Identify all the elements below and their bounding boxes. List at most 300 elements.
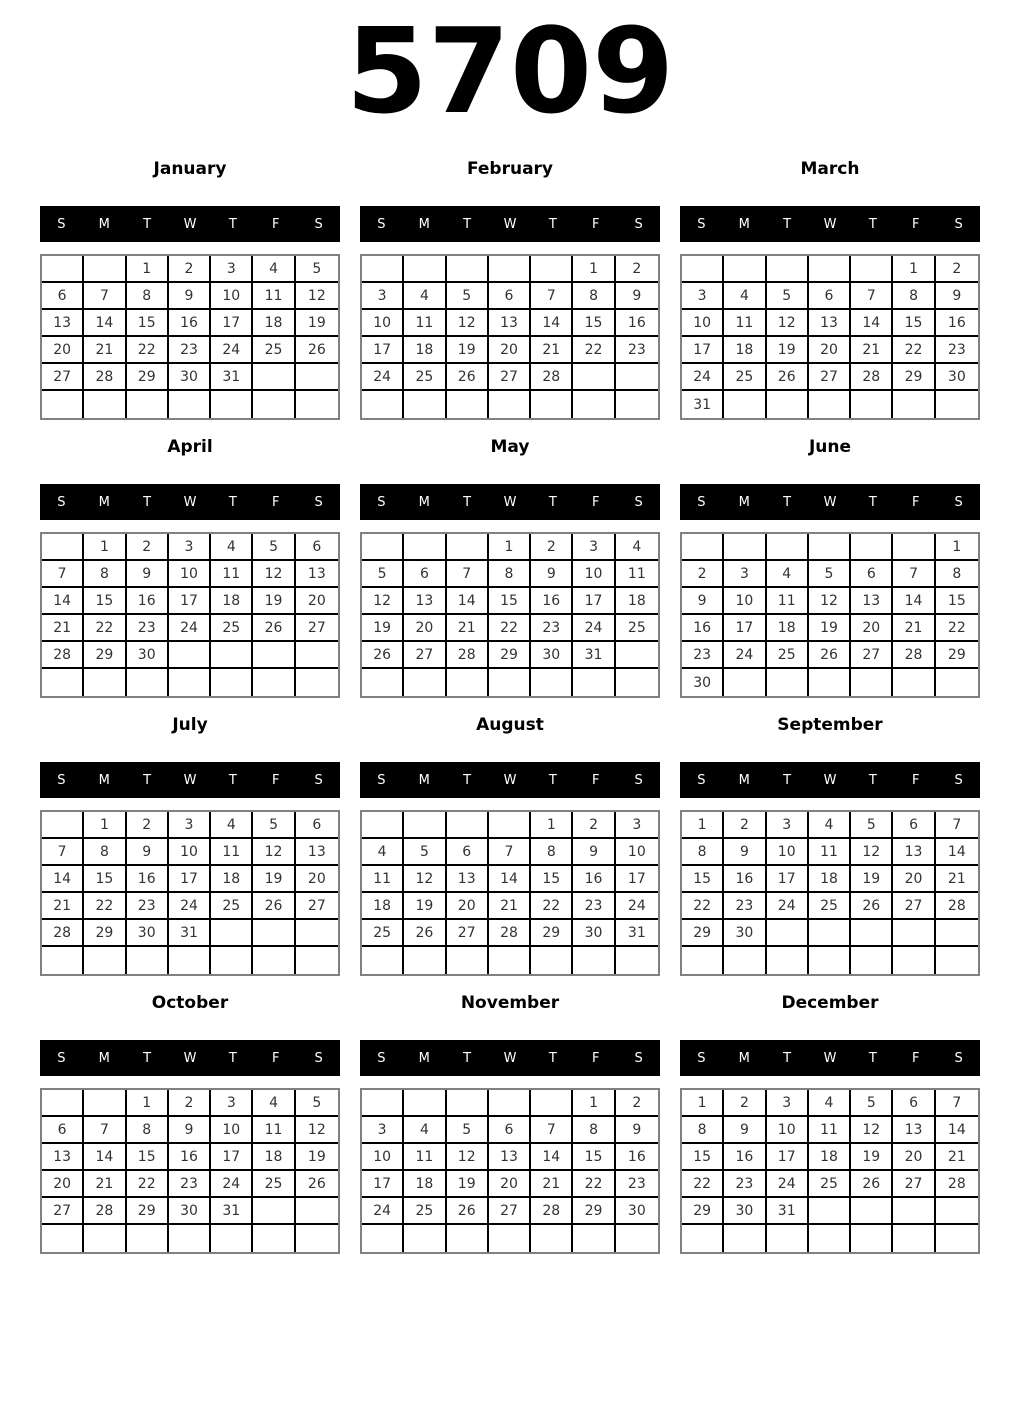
day-cell: 10 [616, 839, 658, 866]
empty-day-cell [936, 920, 978, 947]
day-cell: 27 [42, 364, 84, 391]
day-cell: 21 [42, 615, 84, 642]
day-cell: 24 [169, 615, 211, 642]
day-cell: 5 [253, 534, 295, 561]
empty-day-cell [447, 669, 489, 696]
day-cell: 1 [531, 812, 573, 839]
day-cell: 6 [42, 1117, 84, 1144]
weekday-label: T [548, 1050, 557, 1066]
day-cell: 27 [404, 642, 446, 669]
day-cell: 24 [169, 893, 211, 920]
weekday-label: F [911, 494, 920, 510]
day-cell: 5 [809, 561, 851, 588]
day-cell: 31 [211, 364, 253, 391]
day-cell: 15 [127, 1144, 169, 1171]
day-cell: 12 [851, 1117, 893, 1144]
day-cell: 4 [809, 1090, 851, 1117]
weekday-label: F [591, 216, 600, 232]
weekday-label: S [634, 1050, 643, 1066]
day-cell: 19 [447, 337, 489, 364]
day-cell: 17 [767, 866, 809, 893]
day-cell: 6 [447, 839, 489, 866]
day-cell: 2 [936, 256, 978, 283]
day-cell: 8 [84, 839, 126, 866]
weekday-label: W [183, 1050, 197, 1066]
day-cell: 13 [489, 310, 531, 337]
day-cell: 12 [253, 561, 295, 588]
weekday-label: S [954, 216, 963, 232]
day-cell: 19 [767, 337, 809, 364]
empty-day-cell [851, 920, 893, 947]
empty-day-cell [809, 920, 851, 947]
day-cell: 20 [893, 866, 935, 893]
day-cell: 1 [573, 1090, 615, 1117]
day-cell: 7 [42, 561, 84, 588]
day-cell: 25 [809, 893, 851, 920]
empty-day-cell [84, 1090, 126, 1117]
day-cell: 5 [296, 256, 338, 283]
day-cell: 5 [404, 839, 446, 866]
weekday-label: F [911, 1050, 920, 1066]
day-cell: 10 [767, 1117, 809, 1144]
empty-day-cell [211, 391, 253, 418]
day-cell: 11 [253, 1117, 295, 1144]
weekday-label: S [314, 216, 323, 232]
weekday-label: M [738, 1050, 750, 1066]
day-cell: 27 [42, 1198, 84, 1225]
day-cell: 14 [42, 866, 84, 893]
day-cell: 17 [362, 1171, 404, 1198]
weekday-label: T [228, 772, 237, 788]
day-cell: 24 [362, 1198, 404, 1225]
day-cell: 24 [724, 642, 766, 669]
day-cell: 24 [682, 364, 724, 391]
empty-day-cell [936, 947, 978, 974]
day-cell: 26 [851, 893, 893, 920]
weekday-label: W [823, 772, 837, 788]
day-cell: 23 [127, 615, 169, 642]
day-cell: 11 [211, 839, 253, 866]
empty-day-cell [127, 669, 169, 696]
day-cell: 12 [447, 310, 489, 337]
date-grid [360, 254, 660, 420]
day-cell: 8 [936, 561, 978, 588]
day-cell: 17 [169, 588, 211, 615]
empty-day-cell [809, 1198, 851, 1225]
day-cell: 20 [296, 866, 338, 893]
day-cell: 25 [724, 364, 766, 391]
empty-day-cell [404, 1225, 446, 1252]
day-cell: 13 [404, 588, 446, 615]
empty-day-cell [851, 1225, 893, 1252]
empty-day-cell [851, 534, 893, 561]
day-cell: 29 [573, 1198, 615, 1225]
weekday-label: S [377, 216, 386, 232]
day-cell: 21 [84, 1171, 126, 1198]
day-cell: 26 [809, 642, 851, 669]
month-title: April [167, 437, 213, 457]
day-cell: 1 [893, 256, 935, 283]
day-cell: 16 [169, 310, 211, 337]
empty-day-cell [42, 1225, 84, 1252]
day-cell: 28 [531, 1198, 573, 1225]
day-cell: 18 [404, 337, 446, 364]
empty-day-cell [531, 256, 573, 283]
empty-day-cell [127, 1225, 169, 1252]
day-cell: 30 [127, 920, 169, 947]
empty-day-cell [573, 391, 615, 418]
day-cell: 17 [682, 337, 724, 364]
empty-day-cell [767, 1225, 809, 1252]
empty-day-cell [724, 256, 766, 283]
empty-day-cell [616, 1225, 658, 1252]
day-cell: 5 [447, 283, 489, 310]
empty-day-cell [42, 947, 84, 974]
day-cell: 9 [936, 283, 978, 310]
empty-day-cell [573, 364, 615, 391]
empty-day-cell [253, 642, 295, 669]
empty-day-cell [489, 812, 531, 839]
day-cell: 10 [211, 283, 253, 310]
day-cell: 14 [489, 866, 531, 893]
day-cell: 9 [531, 561, 573, 588]
weekday-label: W [503, 494, 517, 510]
month-block [40, 992, 340, 1254]
day-cell: 30 [169, 1198, 211, 1225]
month-block [40, 714, 340, 976]
day-cell: 16 [682, 615, 724, 642]
day-cell: 15 [573, 1144, 615, 1171]
day-cell: 17 [573, 588, 615, 615]
day-cell: 12 [447, 1144, 489, 1171]
day-cell: 23 [127, 893, 169, 920]
empty-day-cell [169, 391, 211, 418]
day-cell: 23 [169, 337, 211, 364]
day-cell: 30 [724, 920, 766, 947]
day-cell: 22 [936, 615, 978, 642]
day-cell: 23 [936, 337, 978, 364]
weekday-label: M [98, 1050, 110, 1066]
day-cell: 29 [893, 364, 935, 391]
day-cell: 4 [404, 283, 446, 310]
empty-day-cell [447, 534, 489, 561]
day-cell: 23 [573, 893, 615, 920]
day-cell: 16 [936, 310, 978, 337]
day-cell: 3 [362, 283, 404, 310]
empty-day-cell [296, 642, 338, 669]
weekday-label: T [228, 1050, 237, 1066]
empty-day-cell [616, 669, 658, 696]
day-cell: 10 [767, 839, 809, 866]
day-cell: 12 [296, 1117, 338, 1144]
day-cell: 27 [296, 893, 338, 920]
day-cell: 11 [809, 1117, 851, 1144]
day-cell: 12 [767, 310, 809, 337]
day-cell: 9 [169, 283, 211, 310]
empty-day-cell [531, 1225, 573, 1252]
empty-day-cell [531, 391, 573, 418]
empty-day-cell [84, 947, 126, 974]
empty-day-cell [296, 391, 338, 418]
day-cell: 21 [489, 893, 531, 920]
day-cell: 3 [169, 534, 211, 561]
weekday-label: T [868, 216, 877, 232]
weekday-label: S [697, 494, 706, 510]
day-cell: 26 [296, 337, 338, 364]
day-cell: 9 [724, 1117, 766, 1144]
day-cell: 8 [489, 561, 531, 588]
weekday-label: F [911, 772, 920, 788]
day-cell: 25 [404, 364, 446, 391]
empty-day-cell [531, 947, 573, 974]
day-cell: 28 [489, 920, 531, 947]
weekday-label: T [463, 494, 472, 510]
day-cell: 22 [84, 615, 126, 642]
empty-day-cell [42, 256, 84, 283]
weekday-header [40, 762, 340, 798]
day-cell: 3 [724, 561, 766, 588]
day-cell: 5 [362, 561, 404, 588]
day-cell: 6 [296, 534, 338, 561]
weekday-label: S [954, 1050, 963, 1066]
weekday-label: T [143, 772, 152, 788]
weekday-label: S [57, 216, 66, 232]
empty-day-cell [42, 812, 84, 839]
day-cell: 16 [531, 588, 573, 615]
day-cell: 11 [404, 1144, 446, 1171]
empty-day-cell [531, 669, 573, 696]
day-cell: 29 [84, 642, 126, 669]
empty-day-cell [211, 920, 253, 947]
day-cell: 3 [767, 1090, 809, 1117]
weekday-label: T [228, 494, 237, 510]
day-cell: 11 [809, 839, 851, 866]
date-grid [360, 1088, 660, 1254]
day-cell: 11 [767, 588, 809, 615]
day-cell: 14 [893, 588, 935, 615]
empty-day-cell [809, 669, 851, 696]
day-cell: 4 [767, 561, 809, 588]
day-cell: 9 [127, 561, 169, 588]
day-cell: 8 [84, 561, 126, 588]
day-cell: 20 [489, 337, 531, 364]
day-cell: 21 [42, 893, 84, 920]
day-cell: 15 [893, 310, 935, 337]
day-cell: 26 [362, 642, 404, 669]
empty-day-cell [253, 1198, 295, 1225]
weekday-label: F [271, 1050, 280, 1066]
empty-day-cell [489, 1090, 531, 1117]
day-cell: 23 [616, 337, 658, 364]
day-cell: 27 [447, 920, 489, 947]
day-cell: 17 [362, 337, 404, 364]
empty-day-cell [767, 256, 809, 283]
day-cell: 6 [296, 812, 338, 839]
empty-day-cell [447, 1225, 489, 1252]
empty-day-cell [851, 669, 893, 696]
day-cell: 26 [253, 893, 295, 920]
weekday-label: T [548, 772, 557, 788]
day-cell: 28 [531, 364, 573, 391]
date-grid [360, 532, 660, 698]
day-cell: 15 [682, 1144, 724, 1171]
empty-day-cell [447, 391, 489, 418]
day-cell: 1 [936, 534, 978, 561]
day-cell: 7 [531, 1117, 573, 1144]
day-cell: 1 [127, 1090, 169, 1117]
weekday-label: M [418, 216, 430, 232]
day-cell: 8 [682, 1117, 724, 1144]
day-cell: 12 [851, 839, 893, 866]
weekday-label: S [57, 494, 66, 510]
date-grid [40, 254, 340, 420]
day-cell: 17 [169, 866, 211, 893]
day-cell: 10 [169, 561, 211, 588]
day-cell: 24 [362, 364, 404, 391]
empty-day-cell [809, 947, 851, 974]
weekday-label: S [57, 1050, 66, 1066]
empty-day-cell [809, 256, 851, 283]
empty-day-cell [809, 1225, 851, 1252]
day-cell: 3 [767, 812, 809, 839]
day-cell: 13 [489, 1144, 531, 1171]
empty-day-cell [724, 391, 766, 418]
empty-day-cell [489, 391, 531, 418]
day-cell: 27 [809, 364, 851, 391]
day-cell: 11 [362, 866, 404, 893]
day-cell: 14 [936, 839, 978, 866]
day-cell: 24 [767, 1171, 809, 1198]
day-cell: 5 [296, 1090, 338, 1117]
weekday-label: T [783, 772, 792, 788]
date-grid [680, 254, 980, 420]
day-cell: 4 [724, 283, 766, 310]
day-cell: 22 [531, 893, 573, 920]
day-cell: 21 [531, 337, 573, 364]
weekday-label: T [548, 494, 557, 510]
empty-day-cell [211, 947, 253, 974]
day-cell: 26 [404, 920, 446, 947]
day-cell: 10 [169, 839, 211, 866]
empty-day-cell [404, 391, 446, 418]
empty-day-cell [767, 534, 809, 561]
day-cell: 6 [893, 812, 935, 839]
day-cell: 18 [253, 310, 295, 337]
day-cell: 15 [127, 310, 169, 337]
day-cell: 31 [616, 920, 658, 947]
empty-day-cell [724, 534, 766, 561]
day-cell: 16 [724, 1144, 766, 1171]
day-cell: 13 [809, 310, 851, 337]
day-cell: 19 [447, 1171, 489, 1198]
weekday-label: T [463, 1050, 472, 1066]
day-cell: 14 [447, 588, 489, 615]
day-cell: 7 [936, 1090, 978, 1117]
day-cell: 3 [211, 1090, 253, 1117]
day-cell: 19 [851, 1144, 893, 1171]
day-cell: 3 [362, 1117, 404, 1144]
day-cell: 10 [682, 310, 724, 337]
day-cell: 2 [531, 534, 573, 561]
day-cell: 7 [531, 283, 573, 310]
day-cell: 2 [169, 256, 211, 283]
empty-day-cell [296, 364, 338, 391]
day-cell: 8 [127, 1117, 169, 1144]
empty-day-cell [296, 920, 338, 947]
day-cell: 2 [682, 561, 724, 588]
weekday-label: S [314, 1050, 323, 1066]
day-cell: 19 [362, 615, 404, 642]
empty-day-cell [447, 812, 489, 839]
day-cell: 1 [127, 256, 169, 283]
empty-day-cell [489, 669, 531, 696]
day-cell: 10 [362, 1144, 404, 1171]
empty-day-cell [724, 1225, 766, 1252]
day-cell: 6 [851, 561, 893, 588]
day-cell: 21 [531, 1171, 573, 1198]
day-cell: 19 [851, 866, 893, 893]
day-cell: 16 [169, 1144, 211, 1171]
empty-day-cell [893, 669, 935, 696]
months-grid [0, 158, 1020, 1254]
empty-day-cell [362, 391, 404, 418]
empty-day-cell [296, 669, 338, 696]
empty-day-cell [682, 534, 724, 561]
day-cell: 21 [447, 615, 489, 642]
day-cell: 23 [616, 1171, 658, 1198]
day-cell: 28 [447, 642, 489, 669]
day-cell: 27 [851, 642, 893, 669]
day-cell: 25 [211, 615, 253, 642]
weekday-label: S [377, 494, 386, 510]
month-block [360, 992, 660, 1254]
weekday-label: S [697, 216, 706, 232]
day-cell: 25 [616, 615, 658, 642]
day-cell: 15 [84, 866, 126, 893]
month-block [680, 158, 980, 420]
day-cell: 7 [447, 561, 489, 588]
weekday-label: S [697, 1050, 706, 1066]
month-title: October [151, 993, 229, 1013]
month-title: May [490, 437, 530, 457]
day-cell: 3 [169, 812, 211, 839]
day-cell: 28 [936, 893, 978, 920]
day-cell: 24 [767, 893, 809, 920]
day-cell: 16 [616, 310, 658, 337]
empty-day-cell [42, 391, 84, 418]
day-cell: 3 [616, 812, 658, 839]
day-cell: 27 [296, 615, 338, 642]
weekday-header [360, 484, 660, 520]
weekday-label: S [634, 216, 643, 232]
month-block [40, 436, 340, 698]
empty-day-cell [362, 1225, 404, 1252]
day-cell: 8 [531, 839, 573, 866]
weekday-header [680, 762, 980, 798]
empty-day-cell [724, 947, 766, 974]
month-title: September [777, 715, 883, 735]
day-cell: 18 [767, 615, 809, 642]
empty-day-cell [169, 1225, 211, 1252]
empty-day-cell [936, 391, 978, 418]
day-cell: 14 [84, 310, 126, 337]
weekday-label: T [868, 494, 877, 510]
weekday-label: S [954, 494, 963, 510]
day-cell: 18 [724, 337, 766, 364]
month-title: June [808, 437, 852, 457]
empty-day-cell [42, 669, 84, 696]
day-cell: 18 [253, 1144, 295, 1171]
